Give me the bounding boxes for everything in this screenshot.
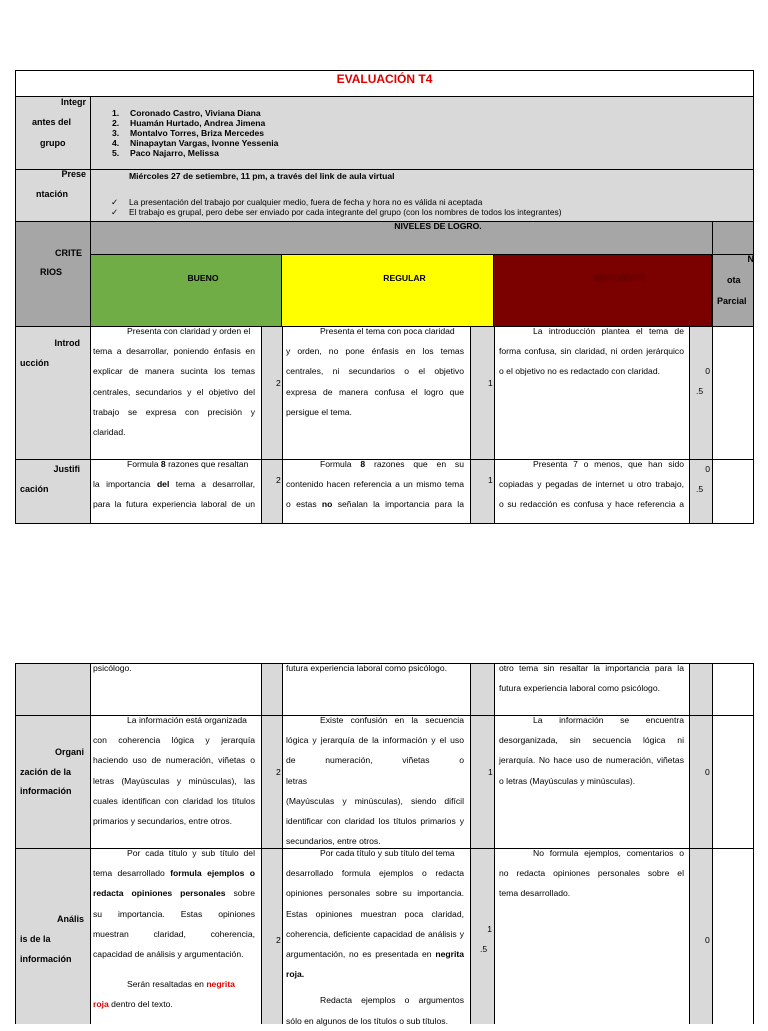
analisis-deficiente-score: 0: [705, 935, 710, 945]
deficiente-label: DEFICIENTE: [593, 273, 646, 283]
divider: [90, 97, 91, 169]
score-col-regular: [470, 327, 494, 523]
organizacion-deficiente-score: 0: [705, 767, 710, 777]
organizacion-deficiente: La información se encuentra desorganizada, sin secuencia lógica ni jerarquía. No hace uso de numeración, viñetas o letras (Mayúsculas y minúsculas).: [499, 715, 684, 786]
presentacion-date: Miércoles 27 de setiembre, 11 pm, a través del link de aula virtual: [129, 171, 395, 181]
divider: [90, 170, 91, 222]
organizacion-bueno: La información está organizada con coherencia lógica y jerarquía haciendo uso de numeración, viñetas o letras (Mayúsculas y minúsculas), las cuales identifican con claridad los títulos primarios y secundarios, entre otros.: [93, 715, 255, 827]
members-list: 1. Coronado Castro, Viviana Diana 2. Huamán Hurtado, Andrea Jimena 3. Montalvo Torres, Briza Mercedes 4. Ninapaytan Vargas, Ivonne Yessenia 5. Paco Najarro, Melissa: [112, 108, 279, 158]
justificacion-bueno-score: 2: [276, 475, 281, 485]
analisis-regular: Por cada título y sub título del tema desarrollado formula ejemplos o redacta opiniones personales sobre su importancia. Estas opiniones muestran poca claridad, coherencia, deficiente capacidad de análisis y argumentación, no es presentada en negrita roja. Redacta ejemplos o argumentos sólo en algunos de los títulos o sub títulos.: [286, 848, 464, 1026]
introduccion-regular-score: 1: [488, 378, 493, 388]
page-title: EVALUACIÓN T4: [336, 72, 433, 86]
criterio-cell-justificacion-cont: [16, 664, 90, 715]
check-icon: ✓: [111, 197, 119, 207]
presentacion-note-2: ✓ El trabajo es grupal, pero debe ser enviado por cada integrante del grupo (con los nombres de todos los integrantes): [111, 207, 562, 217]
organizacion-regular-score: 1: [488, 767, 493, 777]
deficiente-header: [494, 254, 712, 326]
organizacion-bueno-score: 2: [276, 767, 281, 777]
justificacion-bueno: Formula 8 razones que resaltan la importancia del tema a desarrollar, para la futura experiencia laboral de un: [93, 459, 255, 510]
score-col-bueno: [261, 327, 282, 523]
justificacion-regular-cont: futura experiencia laboral como psicólogo.: [286, 663, 447, 673]
bueno-label: BUENO: [187, 273, 219, 283]
justificacion-regular-score: 1: [488, 475, 493, 485]
criterio-cell-organizacion: [16, 716, 90, 848]
justificacion-deficiente: Presenta 7 o menos, que han sido copiadas y pegadas de internet u otro trabajo, o su redacción es confusa y hace referencia a: [499, 459, 684, 510]
introduccion-deficiente-score: 0 .5: [696, 366, 710, 396]
regular-label: REGULAR: [383, 273, 426, 283]
regular-header: [282, 254, 494, 326]
justificacion-deficiente-cont: otro tema sin resaltar la importancia para la futura experiencia laboral como psicólogo.: [499, 663, 684, 694]
introduccion-bueno: Presenta con claridad y orden el tema a desarrollar, poniendo énfasis en explicar de manera sucinta los temas centrales, secundarios y el objetivo del trabajo se expresa con precisión y claridad.: [93, 326, 255, 438]
organizacion-regular: Existe confusión en la secuencia lógica y jerarquía de la información y el uso de numeración, viñetas o letras (Mayúsculas y minúsculas), siendo difícil identificar con claridad los títulos primarios y secundarios, entre otros.: [286, 715, 464, 847]
justificacion-deficiente-score: 0 .5: [696, 464, 710, 494]
bueno-header: [91, 254, 282, 326]
analisis-bueno-score: 2: [276, 935, 281, 945]
justificacion-regular: Formula 8 razones que en su contenido hacen referencia a un mismo tema o estas no señalan la importancia para la: [286, 459, 465, 510]
analisis-deficiente: No formula ejemplos, comentarios o no redacta opiniones personales sobre el tema desarrollado.: [499, 848, 684, 899]
introduccion-bueno-score: 2: [276, 378, 281, 388]
presentacion-note-1: ✓ La presentación del trabajo por cualquier medio, fuera de fecha y hora no es válida ni aceptada: [111, 197, 483, 207]
nota-header: [713, 254, 753, 326]
justificacion-bueno-cont: psicólogo.: [93, 663, 132, 673]
introduccion-deficiente: La introducción plantea el tema de forma confusa, sin claridad, ni orden jerárquico o el objetivo no es redactado con claridad.: [499, 326, 684, 377]
analisis-regular-score: 1 .5: [480, 924, 492, 954]
introduccion-regular: Presenta el tema con poca claridad y orden, no pone énfasis en los temas centrales, ni secundarios o el objetivo expresa de manera confusa el logro que persigue el tema.: [286, 326, 464, 417]
analisis-bueno: Por cada título y sub título del tema desarrollado formula ejemplos o redacta opiniones personales sobre su importancia. Estas opiniones muestran claridad, coherencia, capacidad de análisis y argumentación. Serán resaltadas en negrita roja dentro del texto.: [93, 848, 255, 1010]
niveles-label: NIVELES DE LOGRO.: [394, 221, 482, 231]
check-icon: ✓: [111, 207, 119, 217]
